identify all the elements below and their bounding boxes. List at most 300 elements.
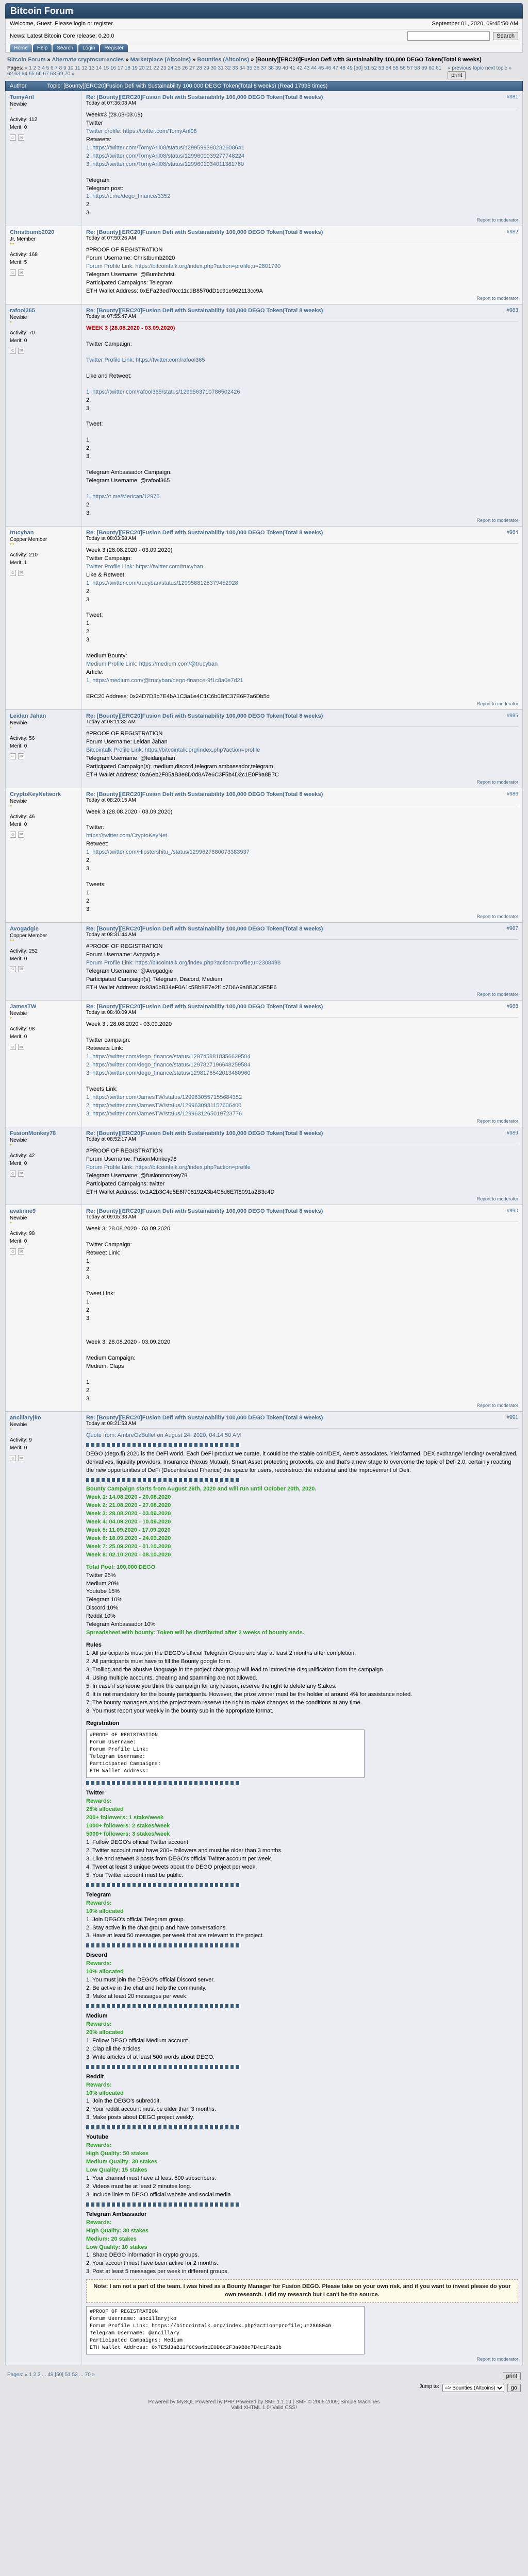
- breadcrumb-item[interactable]: Marketplace (Altcoins): [130, 57, 191, 63]
- rank-stars: *: [10, 1016, 12, 1023]
- rank-stars: **: [10, 242, 15, 248]
- message-icon[interactable]: ✉: [18, 966, 24, 972]
- post-date: Today at 09:05:38 AM: [86, 1214, 136, 1221]
- footer-powered: Powered by MySQL Powered by PHP Powered by SMF 1.1.19 | SMF © 2006-2009, Simple Machines: [148, 2399, 380, 2405]
- poster-name[interactable]: TomyAril: [10, 94, 34, 100]
- reward-line: Medium Quality: 30 stakes: [86, 2159, 158, 2165]
- message-icon[interactable]: ✉: [18, 269, 24, 276]
- section-rule: 3. Make posts about DEGO project weekly.: [86, 2114, 194, 2121]
- post-link[interactable]: 2. https://twitter.com/JamesTW/status/1299630931157606400: [86, 1102, 242, 1109]
- post-line: [86, 1331, 518, 1338]
- post-date: Today at 08:31:44 AM: [86, 931, 136, 938]
- poster-activity: Activity: 98: [10, 1026, 35, 1032]
- message-icon[interactable]: ✉: [18, 348, 24, 354]
- poster-rank: Newbie: [10, 101, 27, 107]
- report-link[interactable]: Report to moderator: [476, 1403, 518, 1409]
- allocation-item: Telegram 10%: [86, 1597, 123, 1603]
- post-line: 2.: [86, 897, 91, 904]
- post-line: Week 3 : 28.08.2020 - 03.09.2020: [86, 1021, 172, 1028]
- message-icon[interactable]: ✉: [18, 1455, 24, 1461]
- poster-info: [6, 527, 82, 709]
- section-title: Telegram: [86, 1891, 111, 1898]
- breadcrumb-item[interactable]: Bitcoin Forum: [7, 57, 46, 63]
- post-subject[interactable]: Re: [Bounty][ERC20]Fusion Defi with Sustainability 100,000 DEGO Token(Total 8 weeks): [86, 791, 323, 798]
- quote-header[interactable]: Quote from: AmbreOzBullet on August 24, 2020, 04:14:50 AM: [86, 1432, 241, 1439]
- post-link[interactable]: Twitter profile: https://twitter.com/TomyAril08: [86, 128, 197, 134]
- poster-info: [6, 923, 82, 1001]
- post-header: [86, 791, 518, 805]
- post-line: 1.: [86, 1299, 91, 1305]
- code-line: #PROOF OF REGISTRATION: [90, 1733, 158, 1739]
- poster-stats: [10, 1025, 77, 1041]
- section-rule: 1. Join the DEGO's subreddit.: [86, 2098, 161, 2105]
- post-link[interactable]: Twitter Profile Link: https://twitter.com/trucyban: [86, 563, 203, 570]
- report-link[interactable]: Report to moderator: [476, 1118, 518, 1124]
- post-line: Forum Username: Christbumb2020: [86, 255, 175, 262]
- post-link[interactable]: 1. https://twitter.com/trucyban/status/1299588125379452928: [86, 580, 238, 586]
- post-link[interactable]: 1. https://twitter.com/TomyAril08/status/1299599390282608641: [86, 144, 244, 151]
- rule-item: 2. All participants must have to fill the Bounty google form.: [86, 1658, 232, 1665]
- reward-line: 10% allocated: [86, 2090, 124, 2096]
- post-number[interactable]: #985: [506, 713, 518, 719]
- poster-name[interactable]: JamesTW: [10, 1004, 37, 1010]
- post-line: [86, 604, 518, 612]
- post-content: [82, 710, 522, 788]
- rule-item: 5. In case if someone you think the campaign for any reason, reserve the right to delete any Stakes.: [86, 1683, 337, 1689]
- post-line: #PROOF OF REGISTRATION: [86, 730, 163, 737]
- post-line: 3.: [86, 596, 91, 603]
- message-icon[interactable]: ✉: [18, 134, 24, 141]
- post-body: [86, 325, 518, 518]
- post-line: 1.: [86, 620, 91, 627]
- user-bar: [5, 19, 523, 29]
- post-line: 1.: [86, 437, 91, 444]
- post-line: [86, 429, 518, 436]
- profile-icon[interactable]: ☺: [10, 1044, 15, 1049]
- rule-item: 8. You must report your weekly in the bounty sub in the appropriate format.: [86, 1707, 274, 1714]
- welcome-text[interactable]: Welcome, Guest. Please login or register.: [10, 21, 114, 27]
- forum-header: [5, 3, 523, 19]
- poster-merit: Merit: 0: [10, 1034, 27, 1040]
- campaign-section: [86, 1781, 518, 1879]
- post-line: [86, 461, 518, 469]
- post-line: 3.: [86, 1395, 91, 1402]
- message-icon[interactable]: ✉: [18, 1044, 24, 1050]
- poster-rank: Jr. Member: [10, 236, 36, 243]
- poster-activity: Activity: 42: [10, 1153, 35, 1159]
- poster-info: [6, 304, 82, 526]
- post-line: 3.: [86, 210, 91, 216]
- post-line: Telegram Username: @fusionmonkey78: [86, 1172, 188, 1179]
- post-subject[interactable]: Re: [Bounty][ERC20]Fusion Defi with Sustainability 100,000 DEGO Token(Total 8 weeks): [86, 229, 323, 236]
- post-line: [86, 685, 518, 693]
- forum-post: [5, 1205, 523, 1412]
- campaign-section: [86, 2065, 518, 2123]
- post-line: Tweet Link:: [86, 1291, 115, 1297]
- rule-item: 6. It is not mandatory for the bounty participants. However, the prize winner must be the holder at around 4% for assistance noted.: [86, 1691, 412, 1698]
- poster-name[interactable]: ancillaryjko: [10, 1415, 41, 1421]
- jump-select[interactable]: [442, 2384, 504, 2392]
- bottom-print-button[interactable]: print: [503, 2372, 521, 2380]
- campaign-section: [86, 2202, 518, 2277]
- reward-line: Low Quality: 15 stakes: [86, 2167, 147, 2173]
- poster-info: [6, 788, 82, 922]
- breadcrumb-current[interactable]: [Bounty][ERC20]Fusion Defi with Sustainability 100,000 DEGO Token(Total 8 weeks): [255, 57, 482, 63]
- profile-icon[interactable]: ☺: [10, 1455, 15, 1461]
- report-link[interactable]: Report to moderator: [476, 779, 518, 785]
- post-content: [82, 1205, 522, 1411]
- reward-line: 20% allocated: [86, 2029, 124, 2036]
- divider-image: [86, 1478, 241, 1482]
- post-content: [82, 923, 522, 1001]
- rank-stars: *: [10, 1428, 12, 1434]
- reward-line: Rewards:: [86, 1798, 112, 1805]
- post-subject[interactable]: Re: [Bounty][ERC20]Fusion Defi with Sustainability 100,000 DEGO Token(Total 8 weeks): [86, 1004, 323, 1010]
- post-line: Telegram Username: @leidanjahan: [86, 755, 175, 761]
- footer-valid: Valid XHTML 1.0! Valid CSS!: [231, 2405, 297, 2411]
- post-link[interactable]: 1. https://twitter.com/JamesTW/status/1299630557155684352: [86, 1094, 242, 1100]
- week-item: Week 4: 04.09.2020 - 10.09.2020: [86, 1518, 171, 1525]
- poster-icons: [10, 832, 77, 838]
- reward-line: Rewards:: [86, 2081, 112, 2088]
- post-header: [86, 1208, 518, 1222]
- post-number[interactable]: #981: [506, 94, 518, 100]
- profile-icon[interactable]: ☺: [10, 270, 15, 275]
- allocation-item: Telegram Ambassador 10%: [86, 1621, 156, 1628]
- section-rule: 2. Videos must be at least 2 minutes long.: [86, 2183, 192, 2190]
- section-title: Youtube: [86, 2134, 109, 2141]
- post-line: Article:: [86, 669, 104, 676]
- report-link[interactable]: Report to moderator: [476, 217, 518, 223]
- poster-stats: [10, 813, 77, 828]
- reward-line: 25% allocated: [86, 1806, 124, 1813]
- message-icon[interactable]: ✉: [18, 570, 24, 576]
- profile-icon[interactable]: ☺: [10, 754, 15, 759]
- post-link[interactable]: 3. https://twitter.com/TomyAril08/status/1299601034011381760: [86, 161, 244, 167]
- poster-info: [6, 1127, 82, 1205]
- post-number[interactable]: #988: [506, 1004, 518, 1010]
- section-rule: 1. You must join the DEGO's official Discord server.: [86, 1977, 215, 1984]
- post-link[interactable]: 1. https://twitter.com/Hipstershitu_/status/1299627880073383937: [86, 849, 250, 856]
- post-date: Today at 08:52:17 AM: [86, 1136, 136, 1142]
- post-subject[interactable]: Re: [Bounty][ERC20]Fusion Defi with Sustainability 100,000 DEGO Token(Total 8 weeks): [86, 94, 323, 100]
- post-line: 2.: [86, 1387, 91, 1394]
- report-link[interactable]: Report to moderator: [476, 2357, 518, 2362]
- post-line: Medium Campaign:: [86, 1354, 136, 1361]
- poster-name[interactable]: CryptoKeyNetwork: [10, 791, 61, 798]
- page-links[interactable]: « 1 2 3 4 5 6 7 8 9 10 11 12 13 14 15 16 17 18 19 20 21 22 23 24 25 26 27 28 29 30 31 32 33 34 35 36 37 38 39 40 41 42 43 44 45 46 47 48 49 [50] 51 52 53 54 55 56 57 58 59 60 61 62 63 64 65 66 67 68 69 70 »: [7, 65, 442, 77]
- poster-name[interactable]: trucyban: [10, 529, 34, 536]
- post-content: [82, 304, 522, 526]
- post-line: [86, 1029, 518, 1037]
- post-content: [82, 527, 522, 709]
- post-link[interactable]: 3. https://twitter.com/JamesTW/status/1299631265019723776: [86, 1110, 242, 1117]
- post-line: Telegram: [86, 177, 110, 183]
- post-body: [86, 1225, 518, 1403]
- post-link[interactable]: Medium Profile Link: https://medium.com/@trucyban: [86, 661, 218, 668]
- code-line: Forum Username:: [90, 1740, 137, 1746]
- poster-icons: [10, 1171, 77, 1177]
- rank-stars: *: [10, 1143, 12, 1149]
- code-line: Telegram Username:: [90, 1754, 146, 1760]
- post-line: #PROOF OF REGISTRATION: [86, 1147, 163, 1154]
- rule-item: 3. Trolling and the abusive language in the project chat group will lead to immediate disqualification from the campaign.: [86, 1666, 385, 1673]
- post-body: [86, 808, 518, 914]
- divider-image: [86, 2004, 241, 2008]
- post-line: Week#3 (28.08-03.09): [86, 112, 143, 118]
- pagination-bottom: [5, 2370, 523, 2382]
- post-link[interactable]: https://twitter.com/CryptoKeyNet: [86, 833, 168, 839]
- report-link[interactable]: Report to moderator: [476, 295, 518, 301]
- post-line: 1.: [86, 1258, 91, 1265]
- post-line: Retweet:: [86, 841, 109, 848]
- post-line: Forum Username: Avogadgie: [86, 951, 160, 958]
- pages-label: Pages:: [7, 65, 24, 71]
- breadcrumb-item[interactable]: Alternate cryptocurrencies: [52, 57, 124, 63]
- post-line: 2.: [86, 588, 91, 595]
- profile-icon[interactable]: ☺: [10, 570, 15, 575]
- post-number[interactable]: #986: [506, 791, 518, 797]
- rank-stars: *: [10, 804, 12, 810]
- reward-line: Rewards:: [86, 1900, 112, 1906]
- post-link[interactable]: 2. https://twitter.com/dego_finance/status/1297827196648259584: [86, 1062, 251, 1069]
- post-line: [86, 1282, 518, 1290]
- report-link[interactable]: Report to moderator: [476, 701, 518, 706]
- message-icon[interactable]: ✉: [18, 1171, 24, 1177]
- post-link[interactable]: 1. https://t.me/dego_finance/3352: [86, 193, 171, 200]
- campaign-section: [86, 1943, 518, 2001]
- post-line: #PROOF OF REGISTRATION: [86, 943, 163, 950]
- poster-merit: Merit: 0: [10, 1239, 27, 1245]
- post-body: [86, 547, 518, 701]
- poster-name[interactable]: avalinne9: [10, 1208, 36, 1215]
- signature-code: [86, 2306, 365, 2354]
- code-line: #PROOF OF REGISTRATION: [90, 2309, 158, 2315]
- poster-merit: Merit: 0: [10, 337, 27, 344]
- post-link[interactable]: Forum Profile Link: https://bitcointalk.org/index.php?action=profile: [86, 1164, 251, 1171]
- search-input[interactable]: [407, 31, 490, 41]
- reward-line: 10% allocated: [86, 1969, 124, 1975]
- post-date: Today at 08:20:15 AM: [86, 797, 136, 803]
- post-subject[interactable]: Re: [Bounty][ERC20]Fusion Defi with Sustainability 100,000 DEGO Token(Total 8 weeks): [86, 925, 323, 932]
- post-line: Week 3 (28.08.2020 - 03.09.2020): [86, 547, 173, 553]
- poster-info: [6, 710, 82, 788]
- rules-list: [86, 1650, 518, 1716]
- poster-stats: [10, 551, 77, 567]
- profile-icon[interactable]: ☺: [10, 1249, 15, 1254]
- post-link[interactable]: Forum Profile Link: https://bitcointalk.org/index.php?action=profile;u=2308498: [86, 959, 281, 966]
- report-link[interactable]: Report to moderator: [476, 913, 518, 919]
- poster-activity: Activity: 56: [10, 735, 35, 741]
- section-rule: 1. Share DEGO information in crypto groups.: [86, 2252, 199, 2259]
- post-line: 2.: [86, 502, 91, 508]
- post-link[interactable]: 1. https://twitter.com/dego_finance/status/1297458818356629504: [86, 1054, 251, 1060]
- post-link[interactable]: 1. https://twitter.com/rafool365/status/1299563710786502426: [86, 388, 240, 395]
- tab-help[interactable]: Help: [33, 44, 52, 52]
- post-number[interactable]: #989: [506, 1130, 518, 1136]
- poster-merit: Merit: 0: [10, 743, 27, 749]
- profile-icon[interactable]: ☺: [10, 967, 15, 972]
- tab-search[interactable]: Search: [53, 44, 77, 52]
- tab-register[interactable]: Register: [100, 44, 127, 52]
- post-number[interactable]: #984: [506, 529, 518, 535]
- post-line: Retweet Link:: [86, 1250, 121, 1257]
- poster-merit: Merit: 1: [10, 560, 27, 566]
- message-icon[interactable]: ✉: [18, 753, 24, 759]
- post-body: [86, 943, 518, 992]
- breadcrumb-item[interactable]: Bounties (Altcoins): [197, 57, 250, 63]
- post-subject[interactable]: Re: [Bounty][ERC20]Fusion Defi with Sustainability 100,000 DEGO Token(Total 8 weeks): [86, 713, 323, 719]
- week-item: Week 5: 11.09.2020 - 17.09.2020: [86, 1527, 171, 1533]
- search-button[interactable]: Search: [493, 32, 518, 40]
- post-line: [86, 365, 518, 372]
- post-link[interactable]: Forum Profile Link: https://bitcointalk.org/index.php?action=profile;u=2801790: [86, 263, 281, 270]
- reward-line: Low Quality: 10 stakes: [86, 2244, 147, 2250]
- rules-title: Rules: [86, 1642, 102, 1649]
- post-number[interactable]: #982: [506, 229, 518, 235]
- poster-rank: Newbie: [10, 1011, 27, 1017]
- section-rule: 1. Your channel must have at least 500 subscribers.: [86, 2175, 216, 2181]
- jump-go-button[interactable]: go: [507, 2384, 521, 2392]
- post-subject[interactable]: Re: [Bounty][ERC20]Fusion Defi with Sustainability 100,000 DEGO Token(Total 8 weeks): [86, 1208, 323, 1215]
- breadcrumb: Bitcoin Forum » Alternate cryptocurrencies » Marketplace (Altcoins) » Bounties (Altcoins) » [Bounty][ERC20]Fusion Defi with Sustainability 100,000 DEGO Token(Total 8 weeks): [7, 57, 482, 63]
- intro-paragraph: DEGO (dego.fi) 2020 is the DeFi world. Each DeFi product we curate, it could be the stable coin/DEX, Aero's associates, Yieldfarmed, DEX exchange/ lending/ overallowed, derivatives, liquidity providers, Insurance (Nexus Mutual), Smart Asset protecting protocols, etc and that's a new stage to overcome the topic of Defi 2.0, certainly reacting the new opportunities of DeFi (Decentralized Finance) the space for users, reconstruct the industrial and the improvement of Defi.: [86, 1451, 518, 1474]
- report-link[interactable]: Report to moderator: [476, 992, 518, 997]
- code-line: Telegram Username: @ancillary: [90, 2331, 180, 2337]
- post-subject[interactable]: Re: [Bounty][ERC20]Fusion Defi with Sustainability 100,000 DEGO Token(Total 8 weeks): [86, 1415, 323, 1421]
- post-link[interactable]: 1. https://t.me/Merican/12975: [86, 494, 160, 500]
- post-subject[interactable]: Re: [Bounty][ERC20]Fusion Defi with Sustainability 100,000 DEGO Token(Total 8 weeks): [86, 1130, 323, 1137]
- post-link[interactable]: Twitter Profile Link: https://twitter.com/rafool365: [86, 357, 205, 363]
- section-title: Twitter: [86, 1790, 105, 1797]
- post-content: [82, 226, 522, 304]
- site-title[interactable]: Bitcoin Forum: [10, 5, 73, 16]
- code-line: Forum Username: ancillaryjko: [90, 2316, 177, 2323]
- registration-code: [86, 1730, 365, 1778]
- post-line: Twitter Campaign:: [86, 1242, 132, 1248]
- message-icon[interactable]: ✉: [18, 832, 24, 838]
- tab-home[interactable]: Home: [10, 44, 32, 52]
- reward-line: Rewards:: [86, 1960, 112, 1967]
- message-icon[interactable]: ✉: [18, 1248, 24, 1255]
- post-header: [86, 713, 518, 727]
- poster-icons: [10, 269, 77, 276]
- post-line: 3.: [86, 637, 91, 643]
- poster-name[interactable]: rafool365: [10, 307, 35, 314]
- post-link[interactable]: 2. https://twitter.com/TomyAril08/status/1299600039277748224: [86, 152, 244, 159]
- post-number[interactable]: #991: [506, 1415, 518, 1421]
- post-number[interactable]: #987: [506, 925, 518, 931]
- poster-stats: [10, 251, 77, 266]
- poster-icons: [10, 1248, 77, 1255]
- post-line: 2.: [86, 445, 91, 452]
- section-rule: 3. Include links to DEGO official website and social media.: [86, 2191, 233, 2198]
- poster-name[interactable]: Avogadgie: [10, 925, 39, 932]
- page: [5, 3, 523, 2421]
- poster-activity: Activity: 46: [10, 814, 35, 820]
- post-number[interactable]: #983: [506, 307, 518, 313]
- poster-name[interactable]: FusionMonkey78: [10, 1130, 56, 1137]
- poster-icons: [10, 134, 77, 141]
- post-line: [86, 1347, 518, 1354]
- post-header: [86, 94, 518, 108]
- post-line: [86, 1323, 518, 1331]
- poster-activity: Activity: 252: [10, 948, 38, 954]
- post-content: [82, 1127, 522, 1205]
- poster-stats: [10, 329, 77, 345]
- profile-icon[interactable]: ☺: [10, 348, 15, 353]
- divider-image: [86, 2065, 241, 2069]
- post-line: Participated Campaigns: twitter: [86, 1180, 165, 1187]
- poster-stats: [10, 116, 77, 131]
- section-rule: 3. Post at least 5 messages per week in different groups.: [86, 2268, 229, 2275]
- report-link[interactable]: Report to moderator: [476, 1196, 518, 1202]
- post-line: [86, 1078, 518, 1086]
- reward-line: Rewards:: [86, 2219, 112, 2226]
- post-line: Tweets Link:: [86, 1086, 118, 1093]
- post-line: Tweets:: [86, 882, 106, 888]
- campaign-sections: [86, 1781, 518, 2276]
- post-line: 2.: [86, 1266, 91, 1273]
- poster-activity: Activity: 112: [10, 117, 38, 123]
- profile-icon[interactable]: ☺: [10, 832, 15, 837]
- reward-line: Rewards:: [86, 2142, 112, 2149]
- section-rule: 3. Have at least 50 messages per week that are relevant to the project.: [86, 1933, 264, 1939]
- post-header: [86, 926, 518, 940]
- rule-item: 7. The bounty managers and the project team reserve the right to make changes to the conditions at any time.: [86, 1699, 362, 1706]
- poster-rank: Newbie: [10, 798, 27, 804]
- report-link[interactable]: Report to moderator: [476, 517, 518, 523]
- bottom-page-links[interactable]: Pages: « 1 2 3 ... 49 [50] 51 52 ... 70 »: [7, 2372, 95, 2378]
- post-link[interactable]: Bitcointalk Profile Link: https://bitcointalk.org/index.php?action=profile: [86, 747, 260, 753]
- poster-info: [6, 1412, 82, 2365]
- jump-label: Jump to:: [419, 2384, 439, 2390]
- allocation-item: Twitter 25%: [86, 1572, 116, 1579]
- post-body: [86, 1147, 518, 1197]
- print-button[interactable]: print: [448, 71, 466, 79]
- post-line: Telegram Username: @Avogadgie: [86, 968, 173, 974]
- tab-login[interactable]: Login: [78, 44, 99, 52]
- poster-merit: Merit: 0: [10, 1445, 27, 1451]
- post-number[interactable]: #990: [506, 1208, 518, 1214]
- post-subject[interactable]: Re: [Bounty][ERC20]Fusion Defi with Sustainability 100,000 DEGO Token(Total 8 weeks): [86, 307, 323, 314]
- post-line: Telegram Username: @Bumbchrist: [86, 272, 175, 278]
- post-subject[interactable]: Re: [Bounty][ERC20]Fusion Defi with Sustainability 100,000 DEGO Token(Total 8 weeks): [86, 529, 323, 536]
- post-link[interactable]: 3. https://twitter.com/dego_finance/status/1298176542013480960: [86, 1070, 251, 1077]
- poster-name[interactable]: Leidan Jahan: [10, 713, 46, 719]
- allocation-list: [86, 1572, 518, 1630]
- post-line: [86, 873, 518, 881]
- poster-name[interactable]: Christbumb2020: [10, 229, 55, 236]
- post-line: 2.: [86, 857, 91, 864]
- section-title: Medium: [86, 2013, 108, 2019]
- poster-info: [6, 1205, 82, 1411]
- code-line: ETH Wallet Address:: [90, 1769, 149, 1775]
- post-list: [5, 91, 523, 1412]
- post-line: [86, 816, 518, 824]
- week-item: Week 3: 28.08.2020 - 03.09.2020: [86, 1511, 171, 1517]
- poster-merit: Merit: 0: [10, 1160, 27, 1166]
- profile-icon[interactable]: ☺: [10, 1171, 15, 1176]
- post-link[interactable]: 1. https://medium.com/@trucyban/dego-finance-9f1c8a0e7d21: [86, 677, 243, 684]
- post-header: [86, 1130, 518, 1144]
- topic-nav-links[interactable]: « previous topic next topic »: [448, 65, 512, 71]
- profile-icon[interactable]: ☺: [10, 135, 15, 140]
- post-body: [86, 1021, 518, 1118]
- forum-post: [5, 710, 523, 788]
- post-line: Participated Campaign(s): medium,discord,telegram ambassador,telegram: [86, 763, 273, 770]
- reward-line: Medium: 20 stakes: [86, 2235, 137, 2242]
